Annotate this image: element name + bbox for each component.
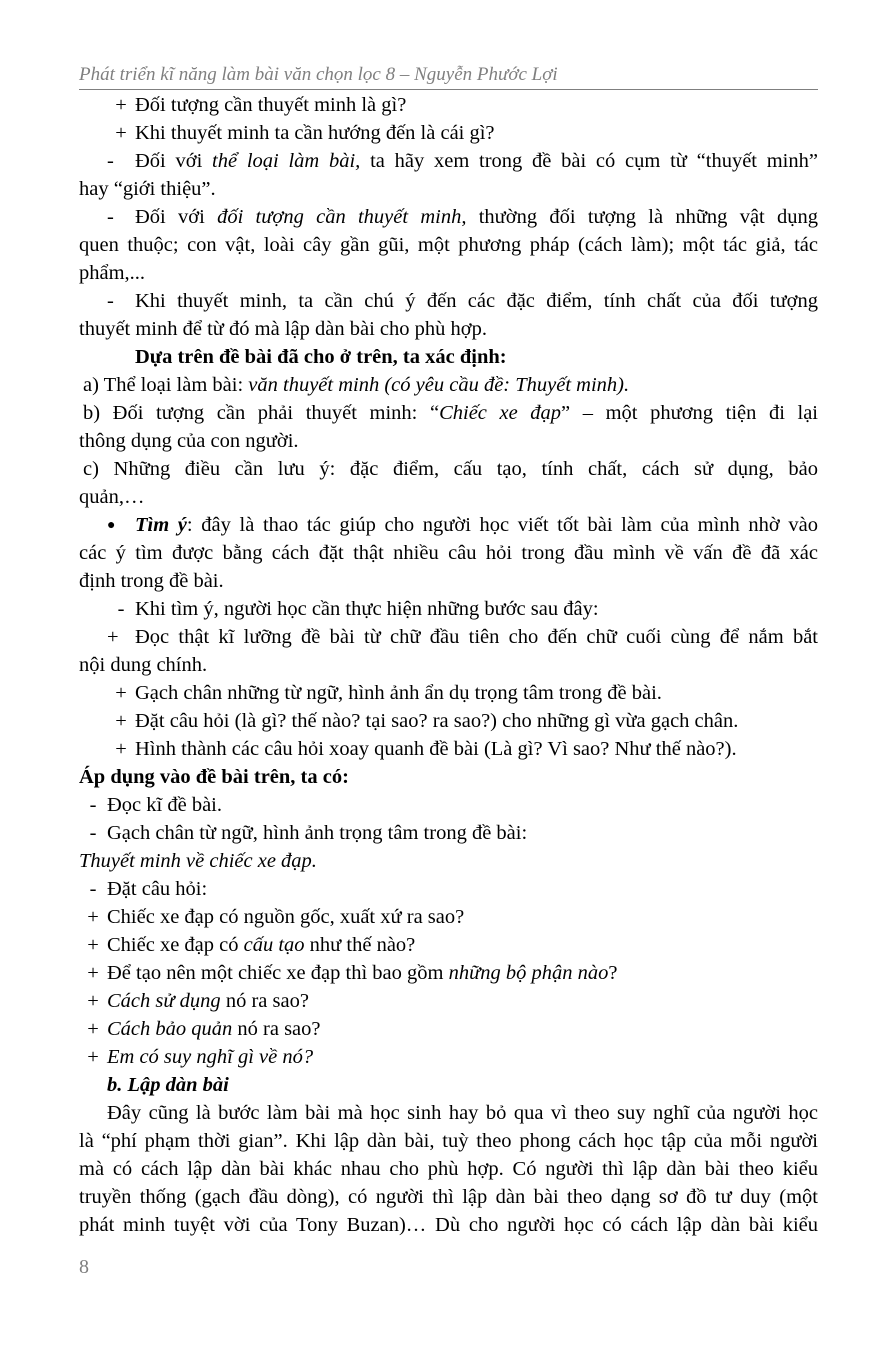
text-line bbox=[79, 1127, 818, 1155]
line-text: thuyết minh để từ đó mà lập dàn bài cho phù hợp. bbox=[79, 318, 487, 340]
plus-marker: + bbox=[87, 906, 99, 928]
italic-text: văn thuyết minh (có yêu cầu đề: Thuyết minh). bbox=[248, 374, 630, 396]
dash-marker: - bbox=[117, 598, 125, 620]
text-line bbox=[79, 315, 818, 343]
plus-marker: + bbox=[115, 738, 127, 760]
italic-text: Cách sử dụng bbox=[107, 990, 221, 1012]
line-text: quen thuộc; con vật, loài cây gần gũi, một phương pháp (cách làm); một tác giả, tác bbox=[79, 234, 818, 256]
text-line bbox=[79, 791, 818, 819]
text-line bbox=[79, 875, 818, 903]
text-line bbox=[79, 1043, 818, 1071]
text-line bbox=[79, 1099, 818, 1127]
text-line bbox=[79, 679, 818, 707]
line-text: Đặt câu hỏi (là gì? thế nào? tại sao? ra sao?) cho những gì vừa gạch chân. bbox=[135, 710, 739, 732]
plus-marker: + bbox=[87, 962, 99, 984]
bold-italic-text: Tìm ý bbox=[135, 514, 187, 536]
dash-marker: - bbox=[107, 206, 114, 228]
section-lead bbox=[79, 763, 818, 791]
line-text: Hình thành các câu hỏi xoay quanh đề bài (Là gì? Vì sao? Như thế nào?). bbox=[135, 738, 737, 760]
text-line bbox=[79, 987, 818, 1015]
plus-marker: + bbox=[107, 626, 119, 648]
line-text: Áp dụng vào đề bài trên, ta có: bbox=[79, 766, 349, 788]
text-line bbox=[79, 91, 818, 119]
italic-text: Em có suy nghĩ gì về nó? bbox=[107, 1046, 314, 1068]
line-text: Gạch chân những từ ngữ, hình ảnh ẩn dụ trọng tâm trong đề bài. bbox=[135, 682, 662, 704]
line-text: Dựa trên đề bài đã cho ở trên, ta xác định: bbox=[135, 346, 507, 368]
line-text: truyền thống (gạch đầu dòng), có người thì lập dàn bài theo dạng sơ đồ tư duy (một bbox=[79, 1186, 818, 1208]
text-line bbox=[79, 175, 818, 203]
line-text: Khi tìm ý, người học cần thực hiện những bước sau đây: bbox=[135, 598, 599, 620]
line-text: ta hãy xem trong đề bài có cụm từ “thuyết minh” bbox=[360, 150, 818, 172]
page-body bbox=[79, 91, 818, 1239]
italic-text: Thuyết minh về chiếc xe đạp. bbox=[79, 850, 317, 872]
line-text: định trong đề bài. bbox=[79, 570, 224, 592]
line-text: thông dụng của con người. bbox=[79, 430, 299, 452]
line-text: Khi thuyết minh, ta cần chú ý đến các đặc điểm, tính chất của đối tượng bbox=[135, 290, 818, 312]
line-text: nó ra sao? bbox=[220, 990, 309, 1012]
line-text: quản,… bbox=[79, 486, 145, 508]
italic-text: thể loại làm bài, bbox=[212, 150, 361, 172]
text-line bbox=[79, 427, 818, 455]
plus-marker: + bbox=[87, 1046, 99, 1068]
text-line bbox=[79, 623, 818, 651]
dash-marker: - bbox=[107, 290, 114, 312]
line-text: mà có cách lập dàn bài khác nhau cho phù hợp. Có người thì lập dàn bài theo kiểu bbox=[79, 1158, 818, 1180]
text-line bbox=[79, 539, 818, 567]
line-text: b) Đối tượng cần phải thuyết minh: “ bbox=[83, 402, 440, 424]
line-text: Đọc thật kĩ lưỡng đề bài từ chữ đầu tiên cho đến chữ cuối cùng để nắm bắt bbox=[135, 626, 818, 648]
plus-marker: + bbox=[87, 934, 99, 956]
italic-text: cấu tạo bbox=[243, 934, 305, 956]
line-text: như thế nào? bbox=[304, 934, 416, 956]
header-rule bbox=[79, 89, 818, 90]
line-text: Đặt câu hỏi: bbox=[107, 878, 208, 900]
page-number: 8 bbox=[79, 1256, 89, 1278]
text-line bbox=[79, 707, 818, 735]
plus-marker: + bbox=[115, 122, 127, 144]
line-text: Đọc kĩ đề bài. bbox=[107, 794, 222, 816]
section-lead bbox=[79, 343, 818, 371]
text-line bbox=[79, 259, 818, 287]
line-text: : đây là thao tác giúp cho người học viết tốt bài làm của mình nhờ vào bbox=[186, 514, 819, 536]
text-line bbox=[79, 931, 818, 959]
text-line bbox=[79, 455, 818, 483]
line-text: nó ra sao? bbox=[232, 1018, 321, 1040]
plus-marker: + bbox=[87, 990, 99, 1012]
plus-marker: + bbox=[115, 710, 127, 732]
text-line bbox=[79, 1211, 818, 1239]
text-line bbox=[79, 1183, 818, 1211]
text-line bbox=[79, 1015, 818, 1043]
running-header: Phát triển kĩ năng làm bài văn chọn lọc 8 – Nguyễn Phước Lợi bbox=[79, 64, 558, 85]
line-text: a) Thể loại làm bài: bbox=[83, 374, 249, 396]
text-line bbox=[79, 567, 818, 595]
line-text: ? bbox=[608, 962, 618, 984]
line-text: Đối với bbox=[135, 150, 213, 172]
line-text: Đối với bbox=[135, 206, 218, 228]
line-text: là “phí phạm thời gian”. Khi lập dàn bài, tuỳ theo phong cách học tập của mỗi người bbox=[79, 1130, 818, 1152]
text-line bbox=[79, 147, 818, 175]
text-line bbox=[79, 847, 818, 875]
line-text: phẩm,... bbox=[79, 262, 146, 284]
line-text: nội dung chính. bbox=[79, 654, 208, 676]
line-text: Đối tượng cần thuyết minh là gì? bbox=[135, 94, 407, 116]
plus-marker: + bbox=[115, 94, 127, 116]
text-line bbox=[79, 483, 818, 511]
line-text: thường đối tượng là những vật dụng bbox=[466, 206, 819, 228]
line-text: Để tạo nên một chiếc xe đạp thì bao gồm bbox=[107, 962, 449, 984]
section-heading bbox=[79, 1071, 818, 1099]
italic-text: Chiếc xe đạp bbox=[439, 402, 562, 424]
line-text: Gạch chân từ ngữ, hình ảnh trọng tâm trong đề bài: bbox=[107, 822, 528, 844]
text-line bbox=[79, 203, 818, 231]
plus-marker: + bbox=[87, 1018, 99, 1040]
line-text: phát minh tuyệt vời của Tony Buzan)… Dù cho người học có cách lập dàn bài kiểu bbox=[79, 1214, 818, 1236]
italic-text: những bộ phận nào bbox=[448, 962, 609, 984]
dash-marker: - bbox=[89, 794, 97, 816]
text-line bbox=[79, 595, 818, 623]
line-text: Chiếc xe đạp có nguồn gốc, xuất xứ ra sao? bbox=[107, 906, 465, 928]
dash-marker: - bbox=[89, 878, 97, 900]
heading-text: b. Lập dàn bài bbox=[107, 1074, 229, 1096]
line-text: Khi thuyết minh ta cần hướng đến là cái gì? bbox=[135, 122, 495, 144]
text-line bbox=[79, 1155, 818, 1183]
line-text: các ý tìm được bằng cách đặt thật nhiều câu hỏi trong đầu mình về vấn đề đã xác bbox=[79, 542, 818, 564]
text-line bbox=[79, 399, 818, 427]
text-line bbox=[79, 959, 818, 987]
italic-text: đối tượng cần thuyết minh, bbox=[217, 206, 467, 228]
text-line bbox=[79, 819, 818, 847]
text-line bbox=[79, 119, 818, 147]
text-line bbox=[79, 287, 818, 315]
text-line bbox=[79, 371, 818, 399]
dash-marker: - bbox=[89, 822, 97, 844]
bullet-icon: ● bbox=[107, 518, 116, 533]
line-text: hay “giới thiệu”. bbox=[79, 178, 216, 200]
plus-marker: + bbox=[115, 682, 127, 704]
text-line bbox=[79, 735, 818, 763]
line-text: Đây cũng là bước làm bài mà học sinh hay bỏ qua vì theo suy nghĩ của người học bbox=[107, 1102, 818, 1124]
line-text: ” – một phương tiện đi lại bbox=[561, 402, 818, 424]
text-line bbox=[79, 231, 818, 259]
text-line bbox=[79, 511, 818, 539]
italic-text: Cách bảo quản bbox=[107, 1018, 233, 1040]
dash-marker: - bbox=[107, 150, 114, 172]
line-text: c) Những điều cần lưu ý: đặc điểm, cấu tạo, tính chất, cách sử dụng, bảo bbox=[83, 458, 818, 480]
text-line bbox=[79, 903, 818, 931]
line-text: Chiếc xe đạp có bbox=[107, 934, 244, 956]
text-line bbox=[79, 651, 818, 679]
